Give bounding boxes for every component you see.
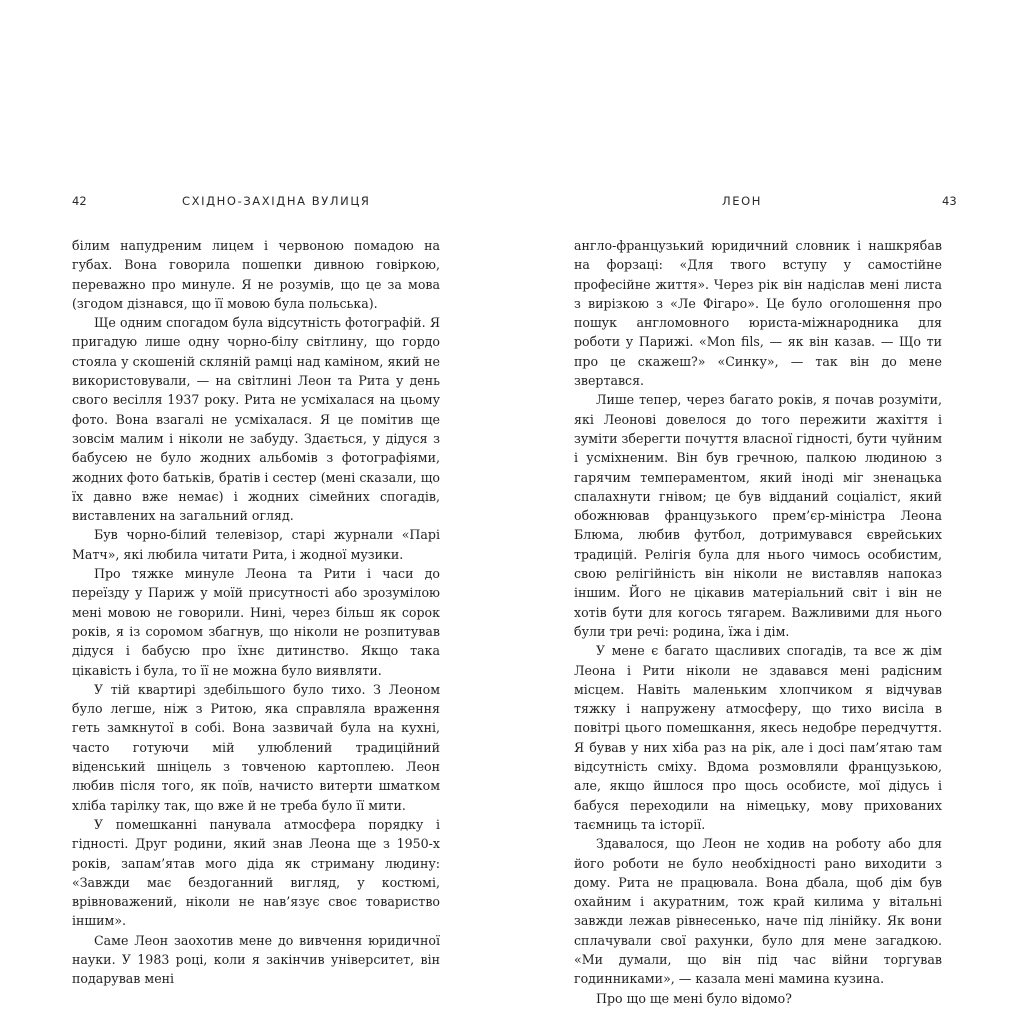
body-text (574, 236, 942, 1008)
body-text (72, 236, 440, 989)
paragraph: У помешканні панувала атмосфера порядку і гідності. Друг родини, який знав Леона ще з 1950-х років, запам’ятав мого діда як стриману людину: «Завжди має бездоганний вигляд, у костюмі, врівноважений, ніколи не нав’язує своє товариство іншим». (72, 816, 440, 929)
running-head: СХІДНО-ЗАХІДНА ВУЛИЦЯ (182, 194, 371, 208)
paragraph: У мене є багато щасливих спогадів, та все ж дім Леона і Рити ніколи не здавався мені радісним місцем. Навіть маленьким хлопчиком я відчував тяжку і напружену атмосферу, що тихо висіла в повітрі цього помешкання, якесь недобре передчуття. Я бував у них хіба раз на рік, але і досі пам’ятаю там відсутність сміху. Вдома розмовляли французькою, але, якщо йшлося про щось особисте, мої дідусь і бабуся переходили на німецьку, мову прихованих таємниць та історії. (574, 643, 942, 832)
right-page (512, 0, 1024, 1024)
paragraph: білим напудреним лицем і червоною помадою на губах. Вона говорила пошепки дивною говіркою, переважно про минуле. Я не розумів, що це за мова (згодом дізнався, що її мовою була польська). (72, 238, 440, 311)
page-number: 42 (72, 194, 87, 208)
paragraph: Лише тепер, через багато років, я почав розуміти, які Леонові довелося до того пережити жахіття і зуміти зберегти почуття власної гідності, бути чуйним і усміхненим. Він був гречною, палкою людиною з гарячим темпераментом, який іноді міг зненацька спалахнути гнівом; це був відданий соціаліст, який обожнював французького прем’єр-міністра Леона Блюма, любив футбол, дотримувався єврейських традицій. Релігія була для нього чимось особистим, свою релігійність він ніколи не виставляв напоказ іншим. Його не цікавив матеріальний світ і він не хотів бути для когось тягарем. Важливими для нього були три речі: родина, їжа і дім. (574, 392, 942, 639)
paragraph: Ще одним спогадом була відсутність фотографій. Я пригадую лише одну чорно-білу світлину, що гордо стояла у скошеній скляній рамці над каміном, який не використовували, — на світлині Леон та Рита у день свого весілля 1937 року. Рита не усміхалася на цьому фото. Вона взагалі не усміхалася. Я це помітив ще зовсім малим і ніколи не забуду. Здається, у дідуся з бабусею не було жодних альбомів з фотографіями, жодних фото батьків, братів і сестер (мені сказали, що їх давно вже немає) і жодних сімейних спогадів, виставлених на загальний огляд. (72, 315, 440, 524)
page-number: 43 (942, 194, 957, 208)
paragraph: У тій квартирі здебільшого було тихо. З Леоном було легше, ніж з Ритою, яка справляла враження геть замкнутої в собі. Вона зазвичай була на кухні, часто готуючи мій улюблений традиційний віденський шніцель з товченою картоплею. Леон любив після того, як поїв, начисто витерти шматком хліба тарілку так, що вже й не треба було її мити. (72, 681, 440, 813)
paragraph: Був чорно-білий телевізор, старі журнали «Парі Матч», які любила читати Рита, і жодної музики. (72, 527, 440, 562)
paragraph: Саме Леон заохотив мене до вивчення юридичної науки. У 1983 році, коли я закінчив університет, він подарував мені (72, 932, 440, 987)
paragraph: англо-французький юридичний словник і нашкрябав на форзаці: «Для твого вступу у самостійне професійне життя». Через рік він надіслав мені листа з вирізкою з «Ле Фігаро». Це було оголошення про пошук англомовного юриста-міжнародника для роботи у Парижі. «Mon fils, — як він казав. — Що ти про це скажеш?» «Синку», — так він до мене звертався. (574, 238, 942, 389)
paragraph: Про що ще мені було відомо? (596, 990, 792, 1006)
paragraph: Здавалося, що Леон не ходив на роботу або для його роботи не було необхідності рано виходити з дому. Рита не працювала. Вона дбала, щоб дім був охайним і акуратним, тож край килима у вітальні завжди лежав рівнесенько, наче під лінійку. Як вони сплачували свої рахунки, було для мене загадкою. «Ми думали, що він під час війни торгував годинниками», — казала мені мамина кузина. (574, 836, 942, 987)
paragraph: Про тяжке минуле Леона та Рити і часи до переїзду у Париж у моїй присутності або зрозумілою мені мовою не говорили. Нині, через більш як сорок років, я із соромом збагнув, що ніколи не розпитував дідуся і бабусю про їхнє дитинство. Якщо така цікавість і була, то її не можна було виявляти. (72, 566, 440, 678)
running-head: ЛЕОН (722, 194, 763, 208)
